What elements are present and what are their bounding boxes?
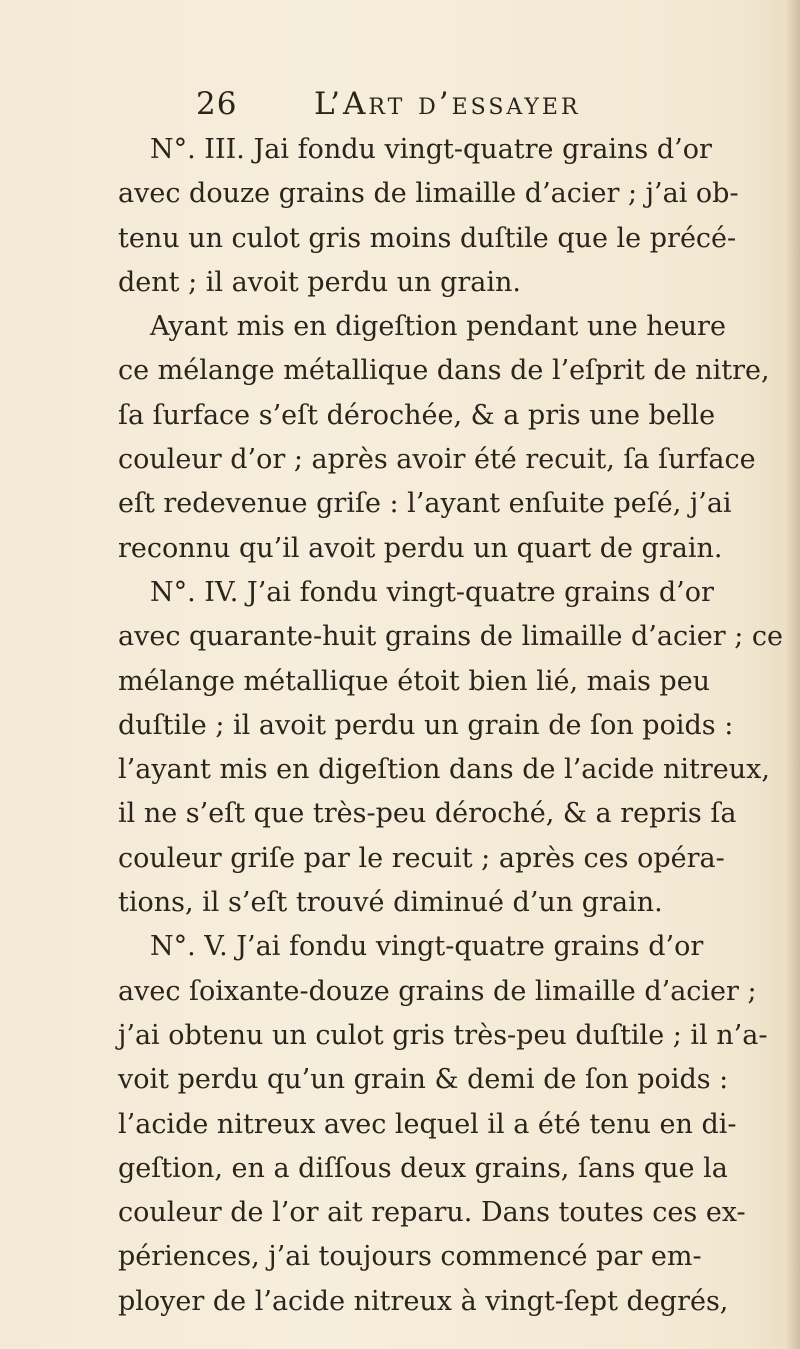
text-line: voit perdu qu’un grain & demi de ſon poids : bbox=[118, 1064, 729, 1096]
page-edge-shadow bbox=[786, 0, 800, 1349]
text-line: l’ayant mis en digeſtion dans de l’acide nitreux, bbox=[118, 754, 770, 786]
text-line: dent ; il avoit perdu un grain. bbox=[118, 266, 521, 298]
text-line: N°. V. J’ai fondu vingt-quatre grains d’or bbox=[150, 931, 704, 963]
text-line: geſtion, en a diſſous deux grains, ſans que la bbox=[118, 1152, 728, 1184]
text-line: N°. III. Jai fondu vingt-quatre grains d’or bbox=[150, 134, 712, 165]
text-line: ſa ſurface s’eſt dérochée, & a pris une belle bbox=[118, 399, 716, 431]
text-line: j’ai obtenu un culot gris très-peu duſtile ; il n’a- bbox=[118, 1019, 768, 1051]
text-line: duſtile ; il avoit perdu un grain de ſon poids : bbox=[118, 709, 734, 741]
text-line: reconnu qu’il avoit perdu un quart de grain. bbox=[118, 532, 723, 564]
text-line: tions, il s’eſt trouvé diminué d’un grain. bbox=[118, 887, 663, 919]
text-line: avec ſoixante-douze grains de limaille d’acier ; bbox=[118, 975, 757, 1007]
text-line: l’acide nitreux avec lequel il a été tenu en di- bbox=[118, 1108, 737, 1140]
text-line: avec quarante-huit grains de limaille d’acier ; ce bbox=[118, 621, 783, 653]
text-line: couleur d’or ; après avoir été recuit, ſa ſurface bbox=[118, 444, 756, 476]
body-text bbox=[118, 128, 783, 1324]
text-line: avec douze grains de limaille d’acier ; j’ai ob- bbox=[118, 178, 739, 210]
text-line: eſt redevenue griſe : l’ayant enſuite peſé, j’ai bbox=[118, 488, 732, 520]
text-line: ployer de l’acide nitreux à vingt-ſept degrés, bbox=[118, 1285, 729, 1317]
running-title: L’Art d’essayer bbox=[314, 86, 581, 122]
text-line: périences, j’ai toujours commencé par em- bbox=[118, 1241, 702, 1273]
text-line: ce mélange métallique dans de l’eſprit de nitre, bbox=[118, 355, 770, 387]
page-number: 26 bbox=[196, 86, 238, 122]
page-header bbox=[196, 86, 656, 130]
text-line: mélange métallique étoit bien lié, mais peu bbox=[118, 665, 711, 697]
text-line: il ne s’eſt que très-peu déroché, & a repris ſa bbox=[118, 798, 737, 830]
text-line: tenu un culot gris moins duſtile que le précé- bbox=[118, 222, 737, 254]
text-line: couleur de l’or ait reparu. Dans toutes ces ex- bbox=[118, 1197, 746, 1229]
text-line: N°. IV. J’ai fondu vingt-quatre grains d’or bbox=[150, 576, 714, 608]
text-line: Ayant mis en digeſtion pendant une heure bbox=[150, 311, 726, 343]
text-line: couleur griſe par le recuit ; après ces opéra- bbox=[118, 842, 725, 874]
